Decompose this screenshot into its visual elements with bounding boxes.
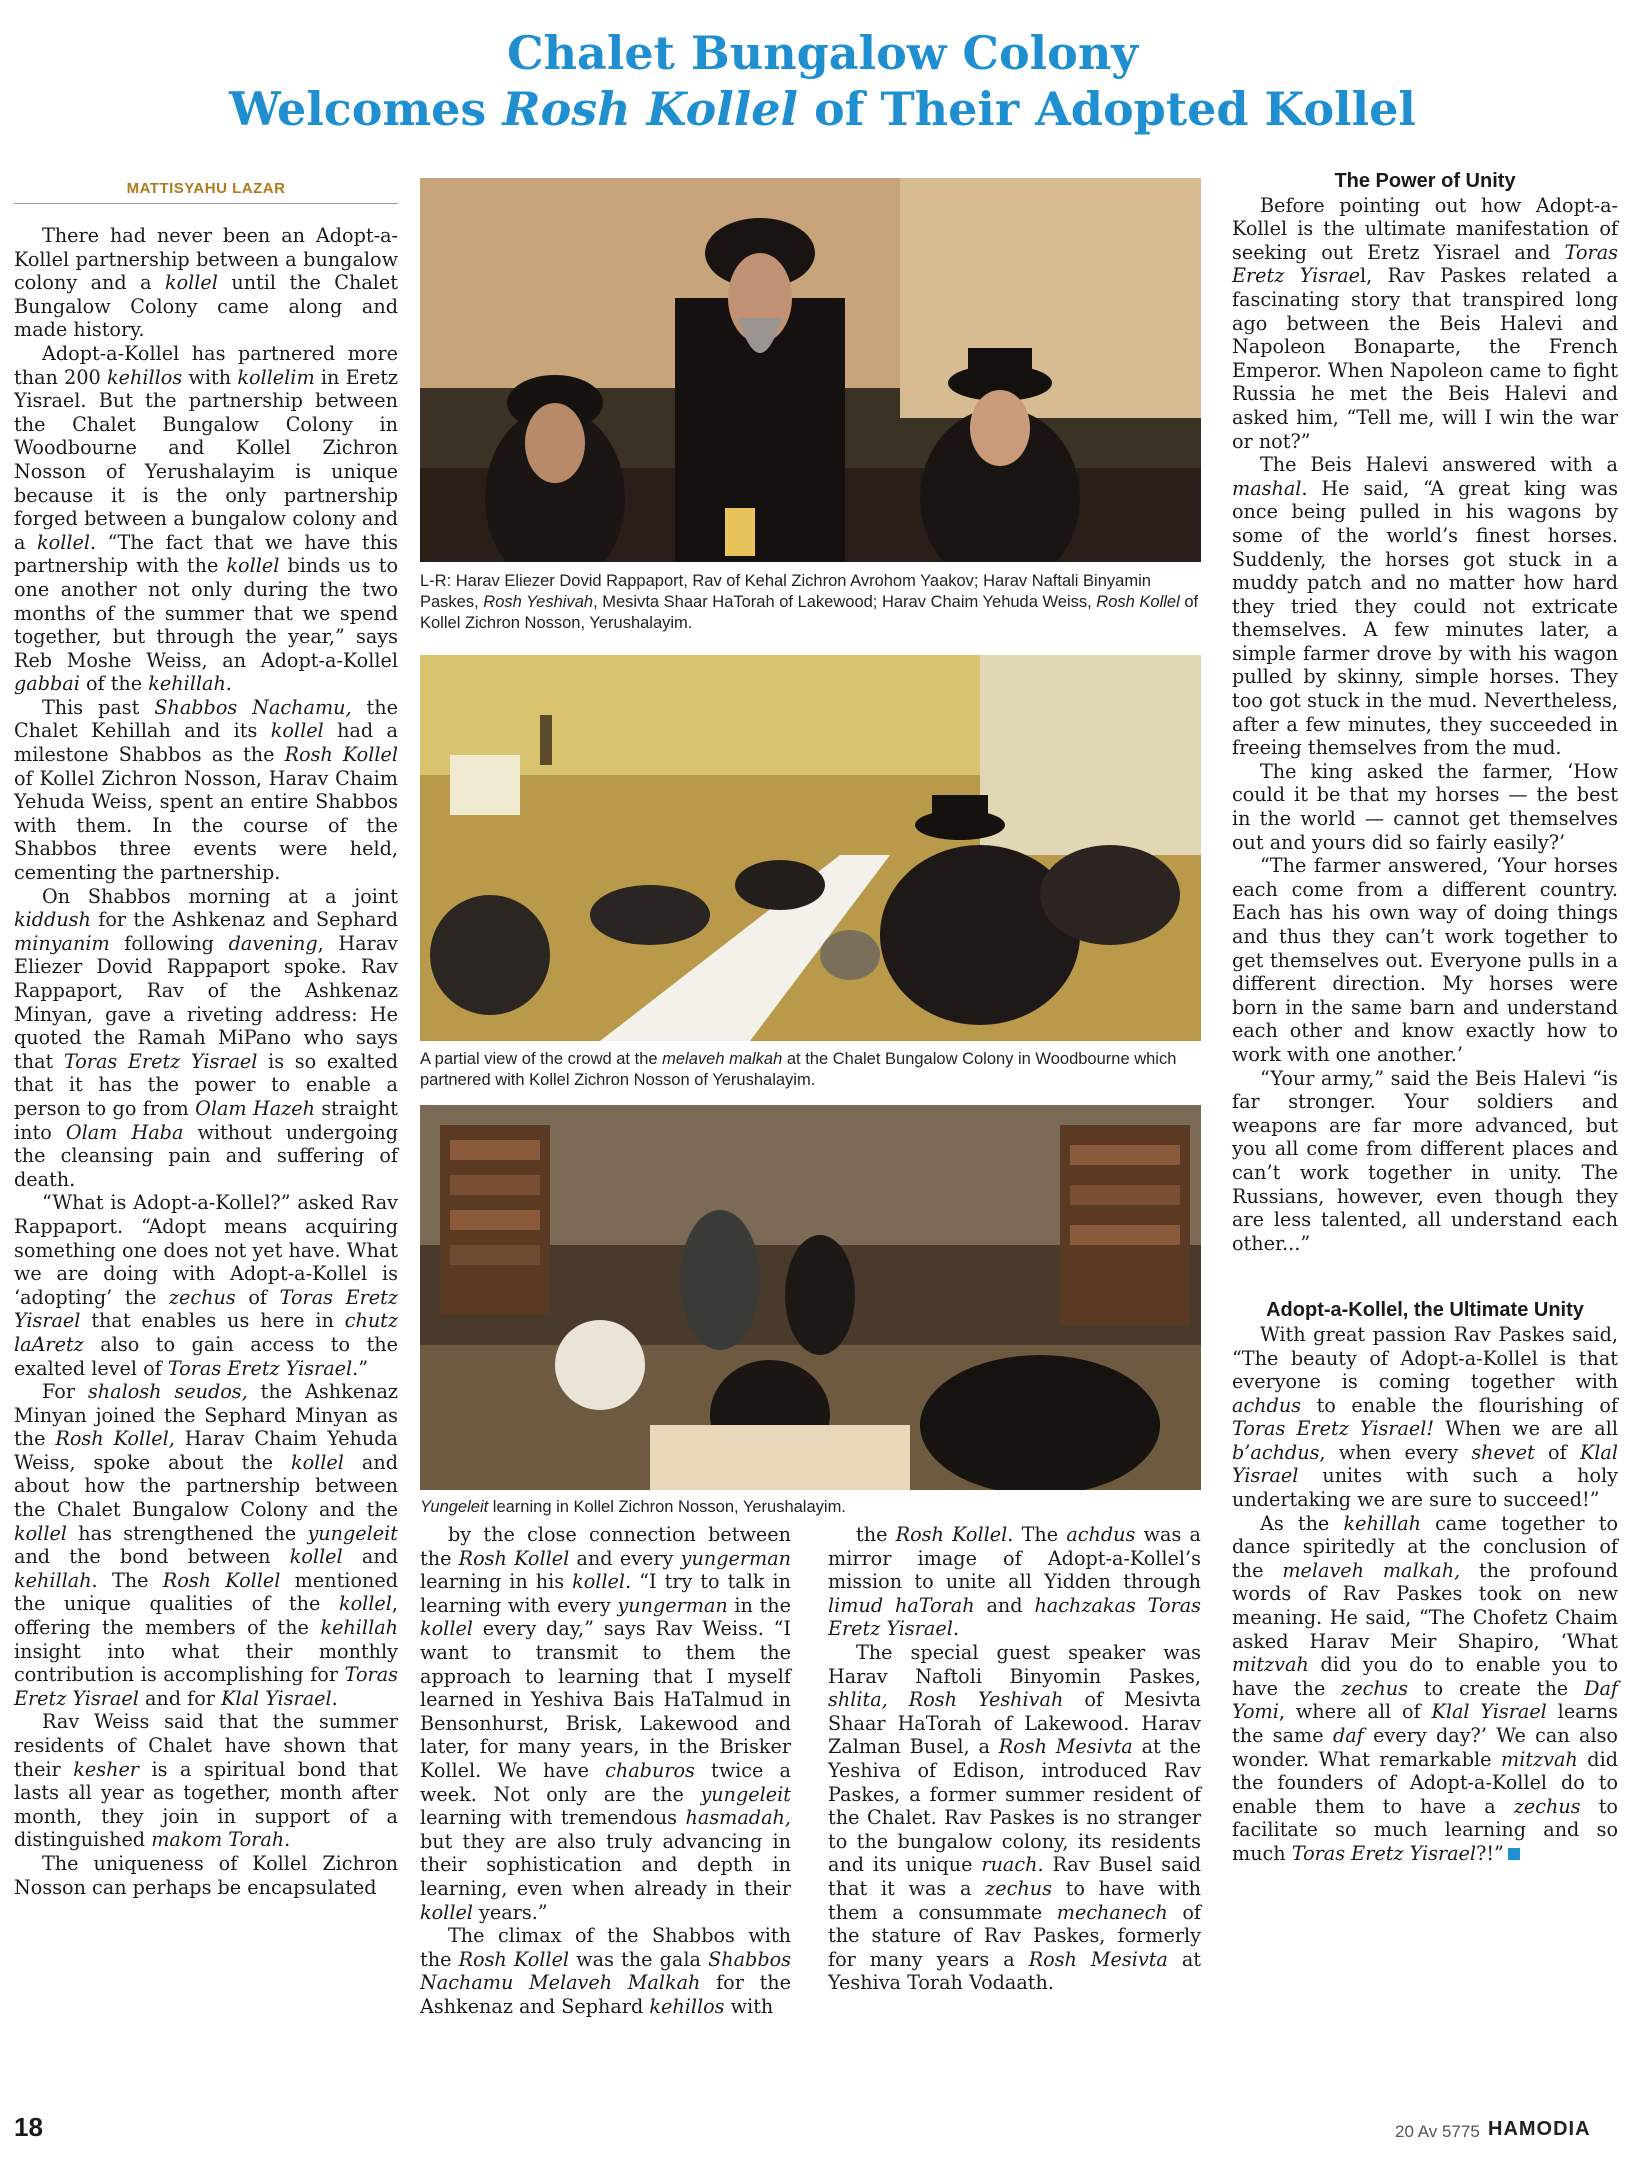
headline-line2 (0, 82, 1645, 136)
paragraph: “Your army,” said the Beis Halevi “is far stronger. Your soldiers and weapons are far more advanced, but you all come from different places and can’t work together in unity. The Russians, however, even though they are less talented, all understand each other...” (1232, 1066, 1618, 1255)
paragraph: Before pointing out how Adopt-a-Kollel is the ultimate manifestation of seeking out Eretz Yisrael and Toras Eretz Yisrael, Rav Paskes related a fascinating story that transpired long ago between the Beis Halevi and Napoleon Bonaparte, the French Emperor. When Napoleon came to fight Russia he met the Beis Halevi and asked him, “Tell me, will I win the war or not?” (1232, 193, 1618, 453)
paragraph: The Beis Halevi answered with a mashal. He said, “A great king was once being pulled in his wagons by some of the world’s finest horses. Suddenly, the horses got stuck in a muddy patch and no matter how hard they tried they could not extricate themselves. A few minutes later, a simple farmer drove by with his wagon pulled by skinny, simple horses. They too got stuck in the mud. Nevertheless, after a few minutes, they succeeded in freeing themselves from the mud. (1232, 453, 1618, 760)
paragraph: The climax of the Shabbos with the Rosh Kollel was the gala Shabbos Nachamu Melaveh Malkah for the Ashkenaz and Sephard kehillos with (420, 1924, 791, 2018)
page-number: 18 (14, 2112, 43, 2142)
photo-kollel (420, 1105, 1201, 1490)
column-4-part-a (1232, 194, 1618, 1256)
paragraph: “The farmer answered, ‘Your horses each come from a different country. Each has his own way of doing things and thus they can’t work together to get themselves out. Everyone pulls in a different direction. My horses were born in the same barn and understand each other and know exactly how to work with one another.’ (1232, 854, 1618, 1066)
paragraph: For shalosh seudos, the Ashkenaz Minyan joined the Sephard Minyan as the Rosh Kollel, Harav Chaim Yehuda Weiss, spoke about the kollel and about how the partnership between the Chalet Bungalow Colony and the kollel has strengthened the yungeleit and the bond between kollel and kehillah. The Rosh Kollel mentioned the unique qualities of the kollel, offering the members of the kehillah insight into what their monthly contribution is accomplishing for Toras Eretz Yisrael and for Klal Yisrael. (14, 1380, 399, 1710)
headline-line2-post: of Their Adopted Kollel (797, 82, 1416, 136)
paragraph: This past Shabbos Nachamu, the Chalet Kehillah and its kollel had a milestone Shabbos as the Rosh Kollel of Kollel Zichron Nosson, Harav Chaim Yehuda Weiss, spent an entire Shabbos with them. In the course of the Shabbos three events were held, cementing the partnership. (14, 695, 398, 885)
headline-line2-em: Rosh Kollel (502, 82, 798, 136)
paragraph: Rav Weiss said that the summer residents of Chalet have shown that their kesher is a spiritual bond that lasts all year as together, month after month, they join in support of a distinguished makom Torah. (14, 1710, 398, 1852)
byline: MATTISYAHU LAZAR (14, 180, 398, 204)
column-2 (420, 1523, 791, 2018)
paragraph: There had never been an Adopt-a-Kollel partnership between a bungalow colony and a kollel until the Chalet Bungalow Colony came along and made history. (14, 224, 398, 342)
photo-crowd (420, 655, 1201, 1041)
caption-photo1: L-R: Harav Eliezer Dovid Rappaport, Rav of Kehal Zichron Avrohom Yaakov; Harav Naftali Binyamin Paskes, Rosh Yeshivah, Mesivta Shaar HaTorah of Lakewood; Harav Chaim Yehuda Weiss, Rosh Kollel of Kollel Zichron Nosson, Yerushalayim. (420, 572, 1199, 632)
photo-speakers (420, 178, 1201, 562)
subhead-power-of-unity: The Power of Unity (1334, 170, 1516, 192)
headline-line2-pre: Welcomes (229, 82, 503, 136)
paragraph: The king asked the farmer, ‘How could it be that my horses — the best in the world — cannot get themselves out and yours did so fairly easily?’ (1232, 759, 1618, 854)
paragraph: Adopt-a-Kollel has partnered more than 200 kehillos with kollelim in Eretz Yisrael. But the partnership between the Chalet Bungalow Colony in Woodbourne and Kollel Zichron Nosson of Yerushalayim is unique because it is the only partnership forged between a bungalow colony and a kollel. “The fact that we have this partnership with the kollel binds us to one another not only during the two months of the summer that we spend together, but through the year,” says Reb Moshe Weiss, an Adopt-a-Kollel gabbai of the kehillah. (14, 341, 399, 696)
subhead-ultimate-unity: Adopt-a-Kollel, the Ultimate Unity (1266, 1299, 1584, 1322)
end-mark-icon (1508, 1848, 1520, 1860)
column-3 (828, 1523, 1201, 1995)
paragraph: With great passion Rav Paskes said, “The beauty of Adopt-a-Kollel is that everyone is coming together with achdus to enable the flourishing of Toras Eretz Yisrael! When we are all b’achdus, when every shevet of Klal Yisrael unites with such a holy undertaking we are sure to succeed!” (1232, 1322, 1619, 1512)
column-1 (14, 224, 398, 1899)
publication-logo: HAMODIA (1488, 2118, 1591, 2140)
caption-photo2: A partial view of the crowd at the melaveh malkah at the Chalet Bungalow Colony in Woodbourne which partnered with Kollel Zichron Nosson of Yerushalayim. (420, 1050, 1177, 1089)
caption-photo3: Yungeleit learning in Kollel Zichron Nosson, Yerushalayim. (420, 1498, 846, 1516)
issue-date: 20 Av 5775 (1395, 2122, 1480, 2141)
paragraph: The special guest speaker was Harav Naftoli Binyomin Paskes, shlita, Rosh Yeshivah of Mesivta Shaar HaTorah of Lakewood. Harav Zalman Busel, a Rosh Mesivta at the Yeshiva of Edison, introduced Rav Paskes, a former summer resident of the Chalet. Rav Paskes is no stranger to the bungalow colony, its residents and its unique ruach. Rav Busel said that it was a zechus to have with them a consummate mechanech of the stature of Rav Paskes, formerly for many years a Rosh Mesivta at Yeshiva Torah Vodaath. (828, 1640, 1202, 1995)
paragraph: “What is Adopt-a-Kollel?” asked Rav Rappaport. “Adopt means acquiring something one does not yet have. What we are doing with Adopt-a-Kollel is ‘adopting’ the zechus of Toras Eretz Yisrael that enables us here in chutz laAretz also to gain access to the exalted level of Toras Eretz Yisrael.” (14, 1191, 398, 1380)
paragraph: by the close connection between the Rosh Kollel and every yungerman learning in his kollel. “I try to talk in learning with every yungerman in the kollel every day,” says Rav Weiss. “I want to transmit to them the approach to learning that I myself learned in Yeshiva Bais HaTalmud in Bensonhurst, Brisk, Lakewood and later, for many years, in the Brisker Kollel. We have chaburos twice a week. Not only are the yungeleit learning with tremendous hasmadah, but they are also truly advancing in their sophistication and depth in learning, even when already in their kollel years.” (420, 1523, 791, 1924)
headline-line1: Chalet Bungalow Colony (507, 26, 1138, 80)
paragraph: The uniqueness of Kollel Zichron Nosson can perhaps be encapsulated (14, 1851, 398, 1899)
paragraph: On Shabbos morning at a joint kiddush for the Ashkenaz and Sephard minyanim following davening, Harav Eliezer Dovid Rappaport spoke. Rav Rappaport, Rav of the Ashkenaz Minyan, gave a riveting address: He quoted the Ramah MiPano who says that Toras Eretz Yisrael is so exalted that it has the power to enable a person to go from Olam Hazeh straight into Olam Haba without undergoing the cleansing pain and suffering of death. (14, 884, 398, 1191)
paragraph: the Rosh Kollel. The achdus was a mirror image of Adopt-a-Kollel’s mission to unite all Yidden through limud haTorah and hachzakas Toras Eretz Yisrael. (828, 1523, 1201, 1641)
paragraph: As the kehillah came together to dance spiritedly at the conclusion of the melaveh malkah, the profound words of Rav Paskes took on new meaning. He said, “The Chofetz Chaim asked Harav Meir Shapiro, ‘What mitzvah did you do to enable you to have the zechus to create the Daf Yomi, where all of Klal Yisrael learns the same daf every day?’ We can also wonder. What remarkable mitzvah did the founders of Adopt-a-Kollel do to enable them to have a zechus to facilitate so much learning and so much Toras Eretz Yisrael?!” (1232, 1511, 1619, 1865)
column-4 (1232, 170, 1618, 1866)
column-4-part-b (1232, 1323, 1618, 1866)
